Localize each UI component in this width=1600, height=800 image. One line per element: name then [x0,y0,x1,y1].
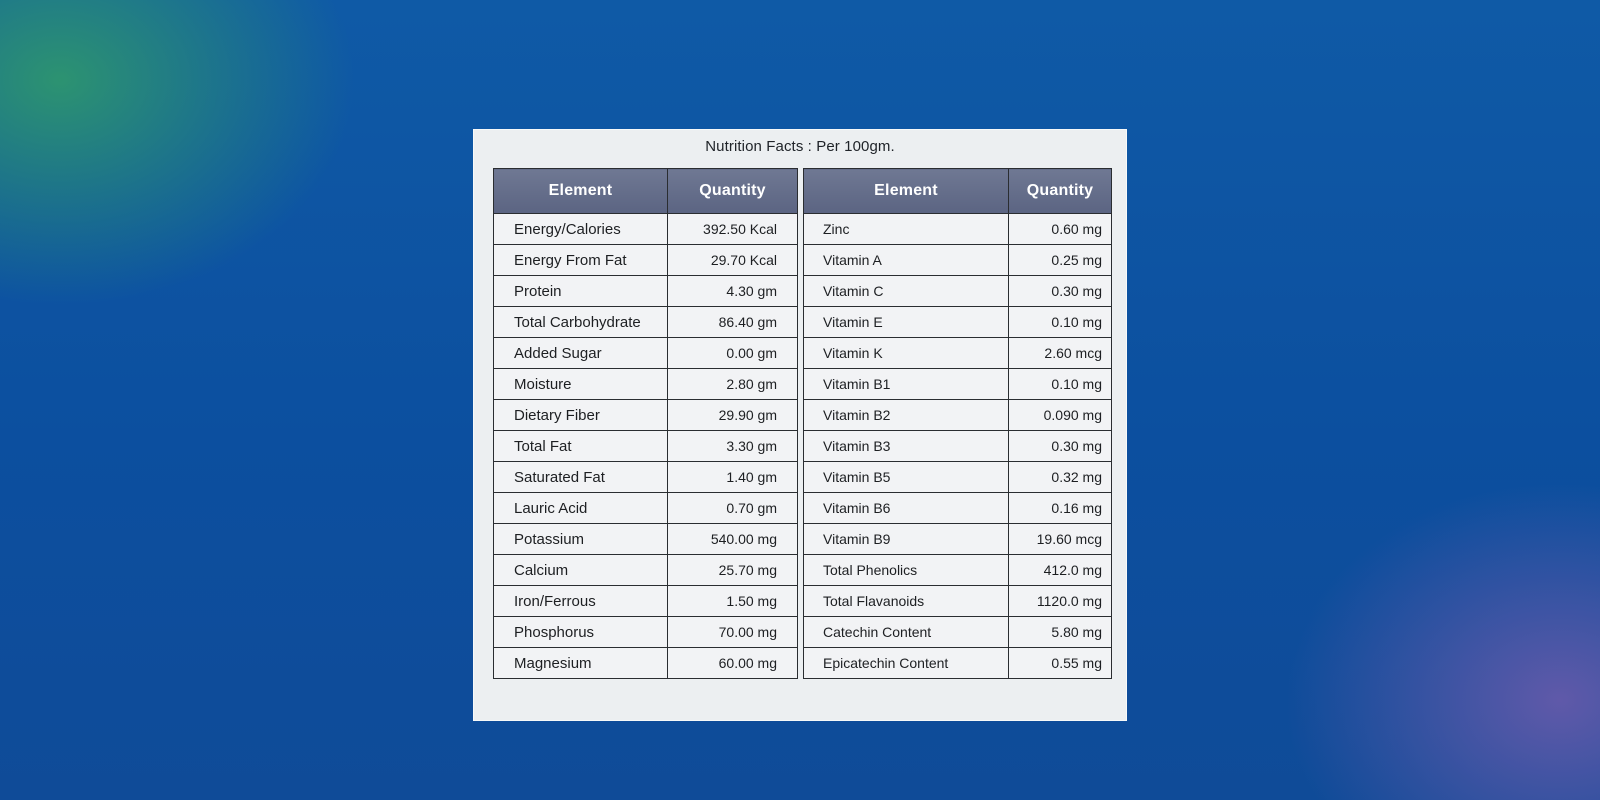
element-name-cell: Catechin Content [804,617,1009,648]
quantity-cell: 0.30 mg [1009,431,1112,462]
quantity-cell: 5.80 mg [1009,617,1112,648]
element-name-cell: Vitamin K [804,338,1009,369]
element-name-cell: Vitamin E [804,307,1009,338]
element-name-cell: Potassium [494,524,668,555]
element-name-cell: Total Fat [494,431,668,462]
element-name-cell: Vitamin A [804,245,1009,276]
quantity-cell: 0.32 mg [1009,462,1112,493]
quantity-cell: 0.25 mg [1009,245,1112,276]
table-row [804,338,1112,369]
nutrition-table-right-body [804,214,1112,679]
quantity-cell: 4.30 gm [668,276,798,307]
nutrition-table-left-body [494,214,798,679]
quantity-cell: 2.60 mcg [1009,338,1112,369]
quantity-cell: 540.00 mg [668,524,798,555]
table-header-row [494,169,798,214]
element-name-cell: Magnesium [494,648,668,679]
nutrition-facts-title: Nutrition Facts : Per 100gm. [705,138,895,155]
table-row [494,338,798,369]
quantity-cell: 412.0 mg [1009,555,1112,586]
element-name-cell: Phosphorus [494,617,668,648]
table-row [804,493,1112,524]
quantity-cell: 0.10 mg [1009,307,1112,338]
quantity-cell: 392.50 Kcal [668,214,798,245]
table-row [494,524,798,555]
table-row [494,617,798,648]
quantity-cell: 70.00 mg [668,617,798,648]
element-name-cell: Energy/Calories [494,214,668,245]
table-row [494,307,798,338]
table-row [804,648,1112,679]
table-row [494,462,798,493]
nutrition-table-left [493,168,798,679]
element-name-cell: Total Carbohydrate [494,307,668,338]
element-name-cell: Epicatechin Content [804,648,1009,679]
quantity-column-header: Quantity [1009,169,1112,214]
element-name-cell: Zinc [804,214,1009,245]
quantity-cell: 1.50 mg [668,586,798,617]
table-row [804,462,1112,493]
table-row [494,369,798,400]
table-row [494,214,798,245]
element-name-cell: Lauric Acid [494,493,668,524]
element-name-cell: Vitamin B1 [804,369,1009,400]
element-name-cell: Vitamin B5 [804,462,1009,493]
table-row [494,400,798,431]
quantity-cell: 0.090 mg [1009,400,1112,431]
element-name-cell: Added Sugar [494,338,668,369]
table-row [494,555,798,586]
table-row [494,586,798,617]
table-row [804,369,1112,400]
element-name-cell: Vitamin C [804,276,1009,307]
element-name-cell: Energy From Fat [494,245,668,276]
table-row [804,617,1112,648]
quantity-cell: 0.16 mg [1009,493,1112,524]
table-header-row [804,169,1112,214]
quantity-cell: 0.10 mg [1009,369,1112,400]
quantity-cell: 86.40 gm [668,307,798,338]
element-name-cell: Vitamin B6 [804,493,1009,524]
table-row [804,214,1112,245]
quantity-cell: 0.60 mg [1009,214,1112,245]
element-name-cell: Protein [494,276,668,307]
table-row [494,276,798,307]
element-name-cell: Calcium [494,555,668,586]
quantity-cell: 1120.0 mg [1009,586,1112,617]
quantity-column-header: Quantity [668,169,798,214]
table-row [804,400,1112,431]
element-name-cell: Vitamin B2 [804,400,1009,431]
table-row [494,431,798,462]
element-name-cell: Dietary Fiber [494,400,668,431]
table-row [494,245,798,276]
table-row [804,586,1112,617]
element-column-header: Element [804,169,1009,214]
element-name-cell: Total Phenolics [804,555,1009,586]
nutrition-facts-card [473,129,1127,721]
element-name-cell: Vitamin B3 [804,431,1009,462]
element-name-cell: Iron/Ferrous [494,586,668,617]
quantity-cell: 29.90 gm [668,400,798,431]
table-row [804,276,1112,307]
quantity-cell: 29.70 Kcal [668,245,798,276]
table-row [494,493,798,524]
table-row [804,431,1112,462]
quantity-cell: 1.40 gm [668,462,798,493]
element-name-cell: Total Flavanoids [804,586,1009,617]
quantity-cell: 0.55 mg [1009,648,1112,679]
nutrition-table-right [803,168,1112,679]
element-name-cell: Moisture [494,369,668,400]
quantity-cell: 3.30 gm [668,431,798,462]
quantity-cell: 25.70 mg [668,555,798,586]
table-row [804,555,1112,586]
quantity-cell: 0.30 mg [1009,276,1112,307]
table-row [494,648,798,679]
element-column-header: Element [494,169,668,214]
table-row [804,245,1112,276]
element-name-cell: Vitamin B9 [804,524,1009,555]
quantity-cell: 2.80 gm [668,369,798,400]
quantity-cell: 0.00 gm [668,338,798,369]
element-name-cell: Saturated Fat [494,462,668,493]
table-row [804,524,1112,555]
quantity-cell: 60.00 mg [668,648,798,679]
quantity-cell: 0.70 gm [668,493,798,524]
table-row [804,307,1112,338]
quantity-cell: 19.60 mcg [1009,524,1112,555]
